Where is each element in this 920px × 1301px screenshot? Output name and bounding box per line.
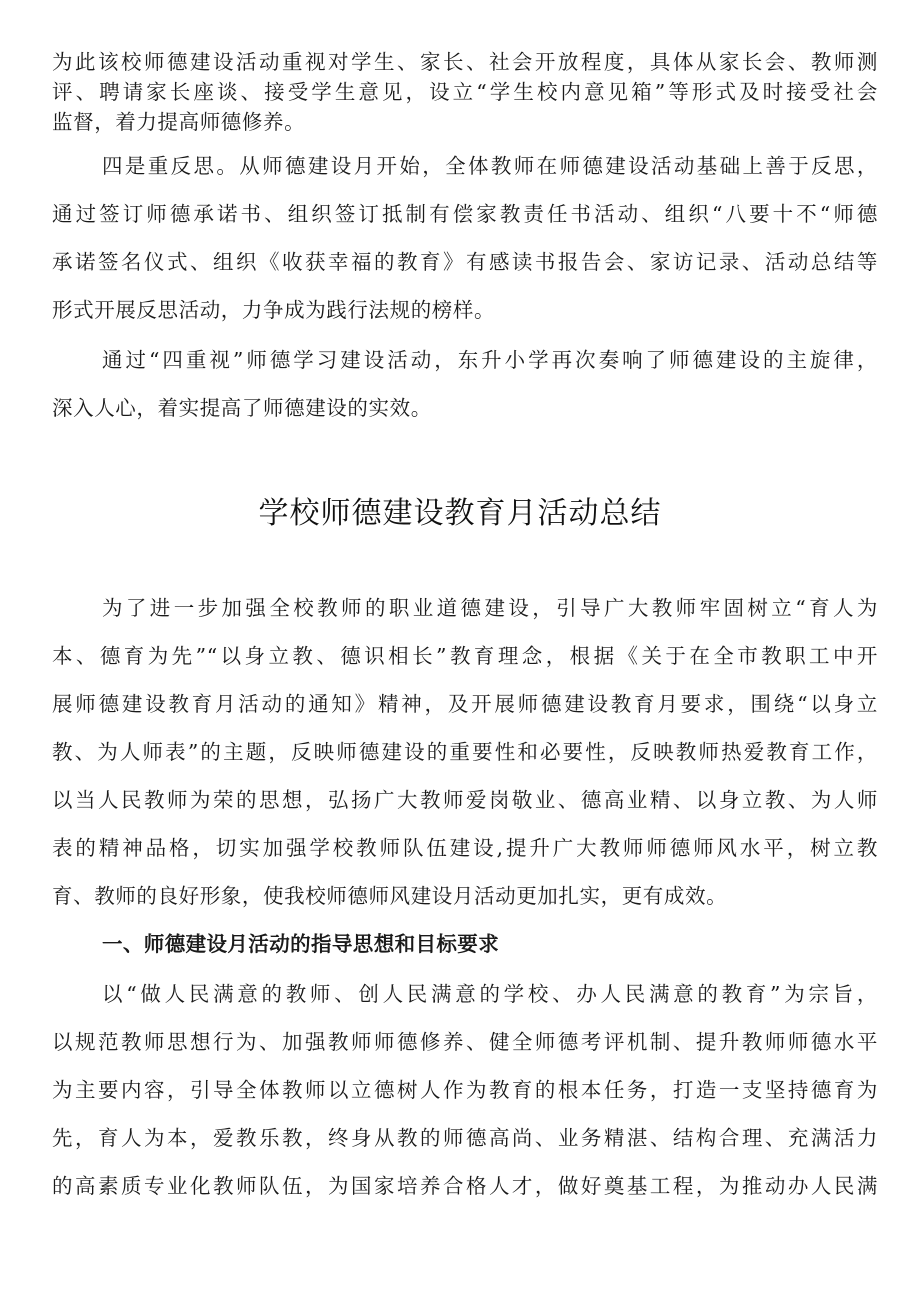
paragraph-line: 以规范教师思想行为、加强教师师德修养、健全师德考评机制、提升教师师德水平 (52, 1030, 878, 1054)
paragraph-line: 先，育人为本，爱教乐教，终身从教的师德高尚、业务精湛、结构合理、充满活力 (52, 1126, 878, 1150)
paragraph-line: 形式开展反思活动，力争成为践行法规的榜样。 (52, 298, 496, 322)
paragraph-line: 教、为人师表”的主题，反映师德建设的重要性和必要性，反映教师热爱教育工作， (52, 740, 878, 764)
paragraph-line: 以当人民教师为荣的思想，弘扬广大教师爱岗敬业、德高业精、以身立教、为人师 (52, 788, 878, 812)
paragraph-line: 四是重反思。从师德建设月开始，全体教师在师德建设活动基础上善于反思， (102, 154, 878, 178)
paragraph-line: 为此该校师德建设活动重视对学生、家长、社会开放程度，具体从家长会、教师测 (52, 50, 878, 74)
paragraph-line: 以“做人民满意的教师、创人民满意的学校、办人民满意的教育”为宗旨， (102, 982, 878, 1006)
paragraph-line: 为了进一步加强全校教师的职业道德建设，引导广大教师牢固树立“育人为 (102, 596, 878, 620)
paragraph-line: 通过“四重视”师德学习建设活动，东升小学再次奏响了师德建设的主旋律， (102, 348, 878, 372)
paragraph-line: 的高素质专业化教师队伍，为国家培养合格人才，做好奠基工程，为推动办人民满 (52, 1174, 878, 1198)
section-heading: 一、师德建设月活动的指导思想和目标要求 (102, 932, 500, 956)
paragraph-line: 通过签订师德承诺书、组织签订抵制有偿家教责任书活动、组织“八要十不“师德 (52, 202, 878, 226)
document-title: 学校师德建设教育月活动总结 (258, 496, 662, 531)
paragraph-line: 承诺签名仪式、组织《收获幸福的教育》有感读书报告会、家访记录、活动总结等 (52, 250, 878, 274)
paragraph-line: 本、德育为先”“以身立教、德识相长”教育理念，根据《关于在全市教职工中开 (52, 644, 878, 668)
paragraph-line: 表的精神品格，切实加强学校教师队伍建设,提升广大教师师德师风水平，树立教 (52, 836, 878, 860)
paragraph-line: 监督，着力提高师德修养。 (52, 110, 306, 134)
paragraph-line: 展师德建设教育月活动的通知》精神，及开展师德建设教育月要求，围绕“以身立 (52, 692, 878, 716)
paragraph-line: 为主要内容，引导全体教师以立德树人作为教育的根本任务，打造一支坚持德育为 (52, 1078, 878, 1102)
paragraph-line: 育、教师的良好形象，使我校师德师风建设月活动更加扎实，更有成效。 (52, 884, 728, 908)
paragraph-line: 深入人心，着实提高了师德建设的实效。 (52, 396, 432, 420)
paragraph-line: 评、聘请家长座谈、接受学生意见，设立“学生校内意见箱”等形式及时接受社会 (52, 80, 878, 104)
